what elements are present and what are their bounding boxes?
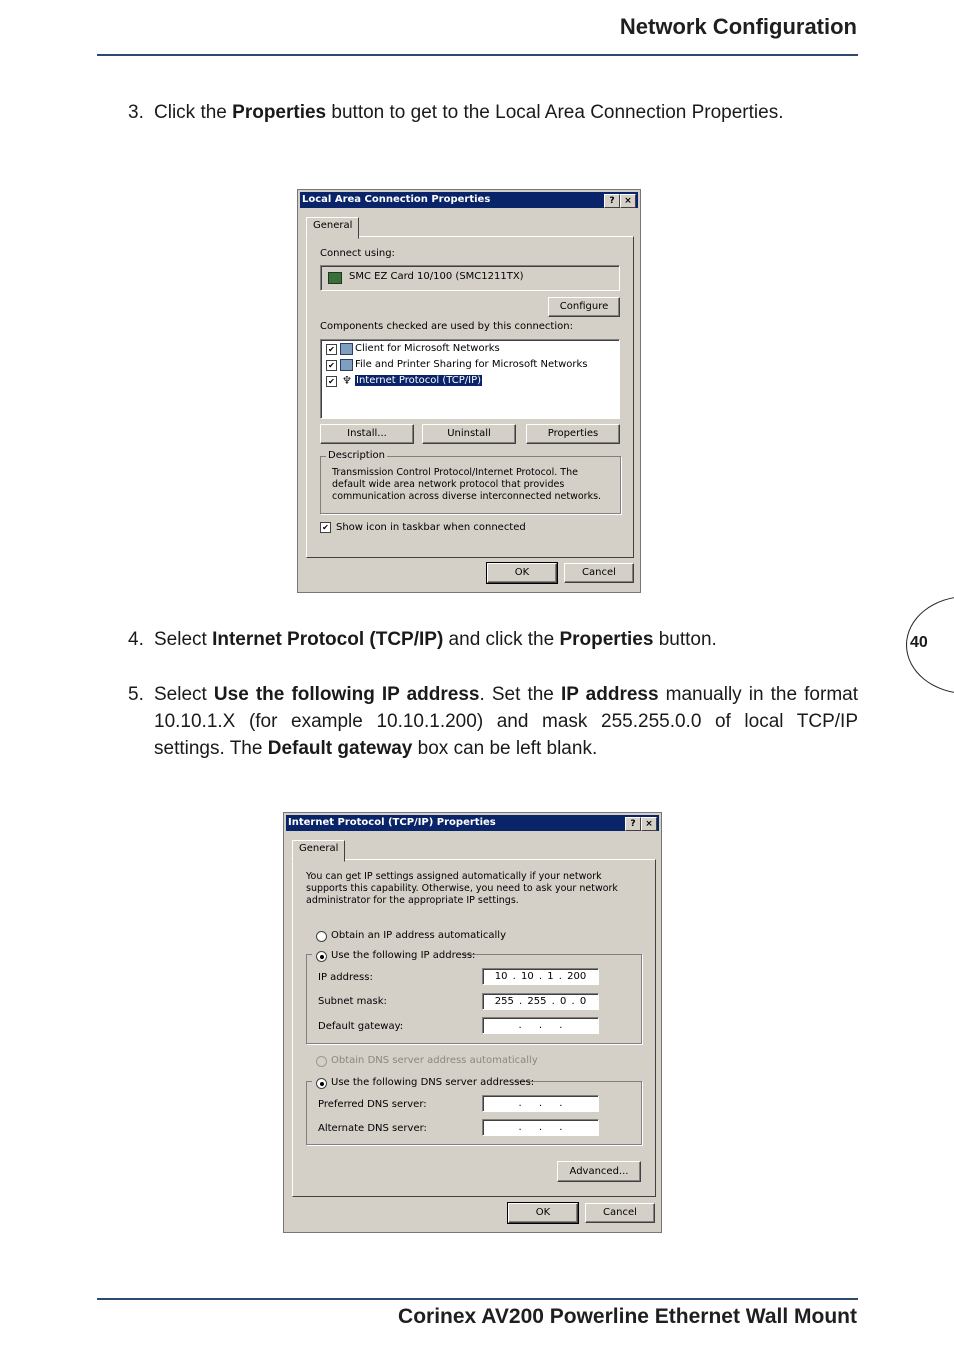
components-label: Components checked are used by this connection:	[320, 321, 573, 332]
use-dns-radio[interactable]	[316, 1078, 327, 1089]
step-text: Click the Properties button to get to the Local Area Connection Properties.	[154, 102, 784, 123]
step-number: 5.	[128, 684, 144, 705]
cancel-button[interactable]: Cancel	[585, 1203, 655, 1223]
preferred-dns-label: Preferred DNS server:	[318, 1099, 427, 1110]
page-footer-title: Corinex AV200 Powerline Ethernet Wall Mount	[398, 1305, 857, 1328]
help-button[interactable]: ?	[604, 194, 620, 208]
uninstall-button[interactable]: Uninstall	[422, 424, 516, 444]
dialog-title: Local Area Connection Properties	[300, 192, 638, 208]
intro-text: You can get IP settings assigned automatically if your network supports this capability. Otherwise, you need to ask your network administrator for the appropriate IP settings.	[306, 871, 618, 906]
component-label[interactable]: File and Printer Sharing for Microsoft Networks	[355, 359, 588, 370]
component-checkbox[interactable]: ✔	[326, 376, 337, 387]
obtain-dns-radio[interactable]	[316, 1056, 327, 1067]
use-ip-label[interactable]: Use the following IP address:	[331, 950, 476, 961]
protocol-icon: ♆	[342, 374, 352, 387]
close-button[interactable]: ×	[641, 817, 657, 831]
step-number: 4.	[128, 629, 144, 650]
configure-button[interactable]: Configure	[548, 297, 620, 317]
close-button[interactable]: ×	[620, 194, 636, 208]
adapter-field	[320, 265, 620, 291]
component-checkbox[interactable]: ✔	[326, 360, 337, 371]
page-header-title: Network Configuration	[619, 14, 857, 39]
computer-icon	[340, 343, 353, 355]
component-label[interactable]: Client for Microsoft Networks	[355, 343, 500, 354]
ip-address-label: IP address:	[318, 972, 373, 983]
description-legend: Description	[328, 450, 385, 461]
install-button[interactable]: Install...	[320, 424, 414, 444]
step-4	[128, 626, 858, 653]
connect-using-label: Connect using:	[320, 248, 395, 259]
advanced-button[interactable]: Advanced...	[557, 1161, 641, 1182]
show-icon-checkbox[interactable]: ✔	[320, 522, 331, 533]
use-ip-radio[interactable]	[316, 951, 327, 962]
help-button[interactable]: ?	[625, 817, 641, 831]
adapter-name: SMC EZ Card 10/100 (SMC1211TX)	[349, 271, 524, 282]
tcpip-properties-dialog	[283, 812, 662, 1233]
cancel-button[interactable]: Cancel	[564, 563, 634, 583]
alternate-dns-label: Alternate DNS server:	[318, 1123, 427, 1134]
ok-button[interactable]: OK	[487, 563, 557, 583]
show-icon-label[interactable]: Show icon in taskbar when connected	[336, 522, 526, 533]
ok-button[interactable]: OK	[508, 1203, 578, 1223]
obtain-dns-label[interactable]: Obtain DNS server address automatically	[331, 1055, 538, 1066]
preferred-dns-input[interactable]: . . .	[482, 1095, 599, 1112]
step-text: Select Internet Protocol (TCP/IP) and click the Properties button.	[154, 629, 717, 650]
description-text: Transmission Control Protocol/Internet Protocol. The default wide area network protocol that provides communication across diverse interconnected networks.	[332, 467, 602, 502]
component-label-selected[interactable]: Internet Protocol (TCP/IP)	[356, 375, 482, 386]
subnet-mask-label: Subnet mask:	[318, 996, 387, 1007]
components-list[interactable]	[320, 339, 620, 419]
computer-icon	[340, 359, 353, 371]
ip-address-input[interactable]: 10 . 10 . 1 . 200	[482, 968, 599, 985]
tab-general[interactable]: General	[292, 840, 345, 862]
footer-divider	[97, 1298, 858, 1300]
step-text: Select Use the following IP address. Set the IP address manually in the format 10.10.1.X (for example 10.10.1.200) and mask 255.255.0.0 of local TCP/IP settings. The Default gateway box can be left blank.	[154, 684, 858, 759]
alternate-dns-input[interactable]: . . .	[482, 1119, 599, 1136]
subnet-mask-input[interactable]: 255 . 255 . 0 . 0	[482, 993, 599, 1010]
default-gateway-label: Default gateway:	[318, 1021, 404, 1032]
properties-button[interactable]: Properties	[526, 424, 620, 444]
component-checkbox[interactable]: ✔	[326, 344, 337, 355]
obtain-ip-label[interactable]: Obtain an IP address automatically	[331, 930, 507, 941]
header-divider	[97, 54, 858, 56]
tab-general[interactable]: General	[306, 217, 359, 239]
step-number: 3.	[128, 102, 144, 123]
obtain-ip-radio[interactable]	[316, 931, 327, 942]
default-gateway-input[interactable]: . . .	[482, 1017, 599, 1034]
page-number: 40	[910, 634, 928, 651]
dialog-title: Internet Protocol (TCP/IP) Properties	[286, 815, 659, 831]
network-adapter-icon	[328, 272, 342, 284]
local-area-connection-dialog	[297, 189, 641, 593]
step-3	[128, 99, 858, 126]
use-dns-label[interactable]: Use the following DNS server addresses:	[331, 1077, 535, 1088]
step-5	[128, 681, 858, 762]
